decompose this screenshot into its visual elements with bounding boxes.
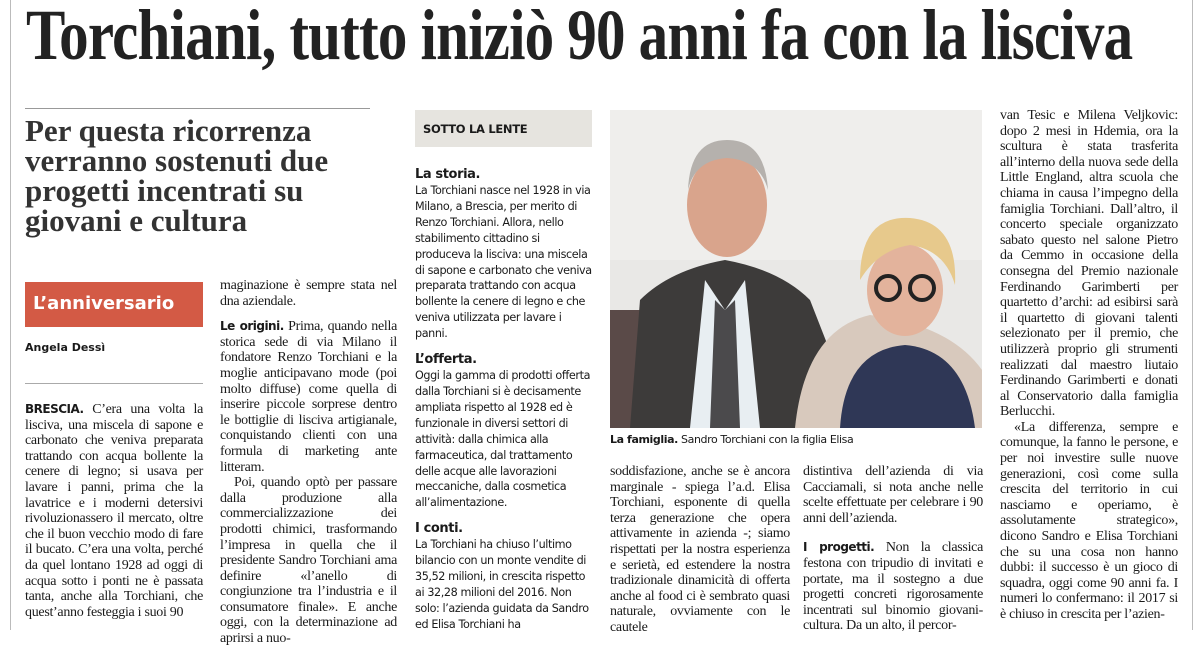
sidebar-title: SOTTO LA LENTE: [415, 110, 592, 147]
paragraph: C’era una volta la lisciva, una miscela di sapone e carbonato che veniva preparata trattando con acqua bollente la cenere di legno; si usava per lavare i panni, prima che la lavatrice e i moderni detersivi rivoluzionassero il mercato, oltre che il buon vecchio modo di fare il bucato. C’era una volta, perché da quel lontano 1928 ad oggi di acqua sotto i ponti ne è passata tanta, anche alla Torchiani, che quest’anno festeggia i suoi 90: [25, 402, 203, 620]
article-column-3: [610, 464, 790, 635]
article-column-1: [25, 402, 203, 630]
article-column-4: [803, 464, 984, 634]
paragraph: maginazione è sempre stata nel dna aziendale.: [220, 278, 397, 309]
paragraph: Poi, quando optò per passare dalla produzione alla commercializzazione dei prodotti chimici, trasformando l’impresa in quella che il presidente Sandro Torchiani ama definire «l’anello di congiunzione tra l’industria e il consumatore finale». E anche oggi, con la determinazione ad aprirsi a nuo-: [220, 475, 397, 647]
author-byline: Angela Dessì: [25, 341, 106, 354]
divider: [25, 383, 203, 384]
paragraph: Non la classica festona con tripudio di invitati e portate, ma il sostegno a due progetti concreti rigorosamente incentrati sul binomio giovani-cultura. Da un alto, il percor-: [803, 540, 984, 634]
divider: [25, 108, 370, 109]
caption-lead: La famiglia.: [610, 433, 678, 446]
article-column-5: [1000, 108, 1178, 630]
photo-caption: [610, 433, 853, 446]
article-column-2: [220, 278, 398, 647]
paragraph: «La differenza, sempre e comunque, la fanno le persone, e per noi investire sulle nuove generazioni, così come sulla crescita del territorio in cui nasciamo e operiamo, è assolutamente strategico», dicono Sandro e Elisa Torchiani che su una cosa non hanno dubbi: il successo è un gioco di squadra, oggi come 90 anni fa. I numeri lo confermano: il 2017 si è chiuso in crescita per l’azien-: [1000, 419, 1178, 622]
paragraph: distintiva dell’azienda di via Cacciamali, si nota anche nelle scelte effettuate per celebrare i 90 anni dell’azienda.: [803, 464, 983, 526]
sidebar-text: La Torchiani nasce nel 1928 in via Milano, a Brescia, per merito di Renzo Torchiani. Allora, nello stabilimento cittadino si produceva la lisciva: una miscela di sapone e carbonato che veniva preparata trattando con acqua bollente la cenere di legno e che veniva utilizzata per lavare i panni.: [415, 184, 592, 341]
page-border-left: [10, 0, 11, 630]
sidebar-text: La Torchiani ha chiuso l’ultimo bilancio con un monte vendite di 35,52 milioni, in crescita rispetto ai 32,28 milioni del 2016. Non solo: l’azienda guidata da Sandro ed Elisa Torchiani ha: [415, 538, 589, 631]
caption-text: Sandro Torchiani con la figlia Elisa: [681, 433, 854, 446]
sidebar-heading: La storia.: [415, 167, 481, 182]
photo-sandro-elisa-torchiani: [610, 110, 982, 428]
section-lead: I progetti.: [803, 540, 875, 555]
paragraph: Prima, quando nella storica sede di via Milano il fondatore Renzo Torchiani e la moglie anticipavano mode (poi molto diffuse) come quella di inserire piccole sorprese dentro le bottiglie di lisciva artigianale, conquistando clienti con una formula di marketing ante litteram.: [220, 319, 398, 475]
dateline: BRESCIA.: [25, 402, 84, 416]
deck-subheadline: Per questa ricorrenza verranno sostenuti due progetti incentrati su giovani e cultura: [25, 113, 329, 238]
section-kicker: L’anniversario: [25, 282, 203, 327]
paragraph: soddisfazione, anche se è ancora marginale - spiega l’a.d. Elisa Torchiani, esponente di quella terza generazione che opera attivamente in azienda -; siamo rispettati per la nostra esperienza e serietà, ed estendere la nostra tradizionale dinamicità di offerta anche al food ci è sembrato quasi naturale, ovviamente con le cautele: [610, 464, 790, 635]
sidebar-heading: L’offerta.: [415, 352, 477, 368]
sidebar-heading: I conti.: [415, 521, 463, 537]
section-lead: Le origini.: [220, 319, 284, 334]
page-border-right: [1192, 0, 1193, 630]
sidebar-box: [415, 167, 595, 630]
headline: Torchiani, tutto iniziò 90 anni fa con la lisciva: [26, 0, 1133, 75]
paragraph: van Tesic e Milena Veljkovic: dopo 2 mesi in Hdemia, ora la scultura è stata trasferita all’interno della nuova sede della Little England, altra scuola che chiama in causa l’impegno della famiglia Torchiani. Dall’altro, il concerto speciale organizzato sabato questo nel salone Pietro da Cemmo in occasione della consegna del Premio nazionale Ferdinando Garimberti per quartetto d’archi: ad esibirsi sarà il quartetto di giovani talenti selezionato per il premio, che utilizzerà proprio gli strumenti realizzati dal maestro liutaio Ferdinando Garimberti e donati al Conservatorio dalla famiglia Berlucchi.: [1000, 108, 1178, 420]
sidebar-text: Oggi la gamma di prodotti offerta dalla Torchiani si è decisamente ampliata rispetto al 1928 ed è funzionale in diversi settori di attività: dalla chimica alla farmaceutica, dal trattamento delle acque alle lavorazioni meccaniche, dalla cosmetica all’alimentazione.: [415, 369, 591, 510]
